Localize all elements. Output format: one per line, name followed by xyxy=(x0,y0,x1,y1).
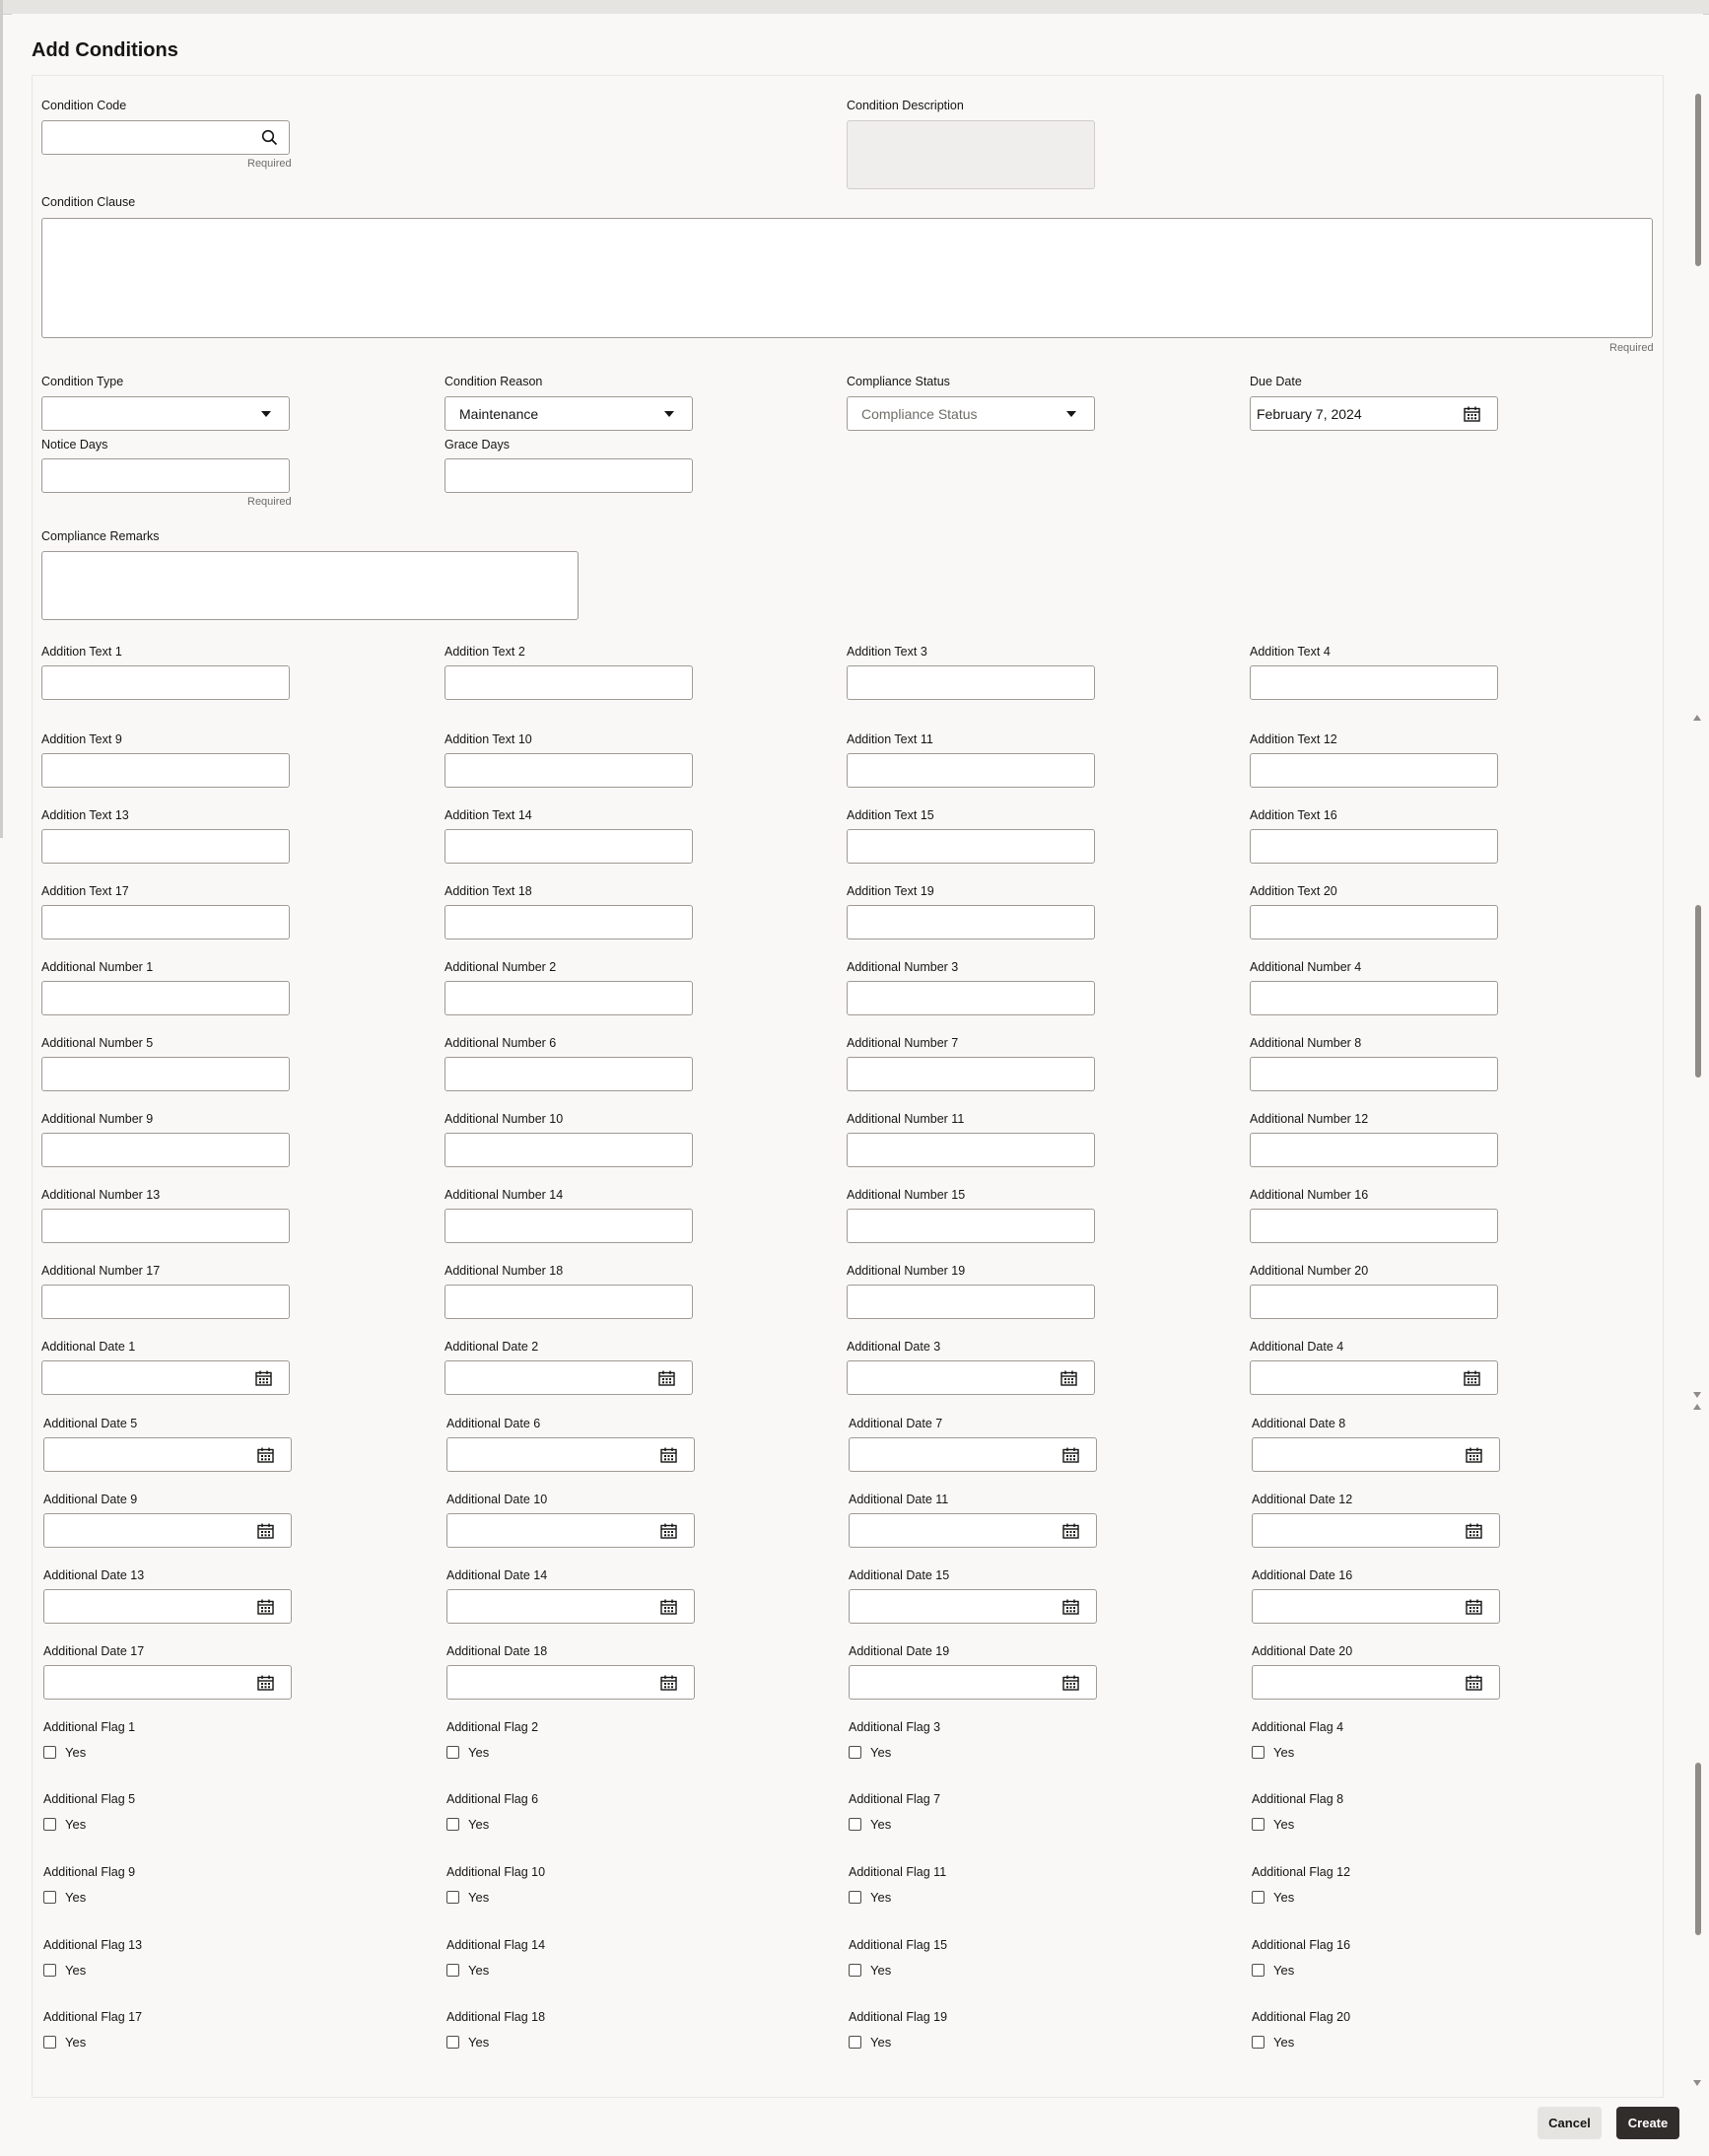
create-button[interactable]: Create xyxy=(1616,2107,1679,2139)
additional-flag-label: Additional Flag 9 xyxy=(43,1865,136,1879)
addition-text-input[interactable] xyxy=(444,753,693,788)
flag-checkbox[interactable] xyxy=(43,2036,56,2049)
additional-date-label: Additional Date 5 xyxy=(43,1417,138,1430)
chevron-down-icon xyxy=(664,411,674,417)
addition-text-label: Addition Text 2 xyxy=(444,645,525,659)
additional-date-label: Additional Date 17 xyxy=(43,1644,145,1658)
flag-option-label: Yes xyxy=(870,2035,892,2050)
additional-date-label: Additional Date 7 xyxy=(849,1417,943,1430)
due-date-label: Due Date xyxy=(1250,375,1302,388)
calendar-icon[interactable] xyxy=(257,1447,274,1463)
calendar-icon[interactable] xyxy=(257,1599,274,1615)
additional-date-label: Additional Date 6 xyxy=(446,1417,541,1430)
scroll-up-arrow[interactable] xyxy=(1693,715,1701,721)
additional-number-input[interactable] xyxy=(847,1057,1095,1091)
grace-days-input[interactable] xyxy=(444,458,693,493)
additional-date-input[interactable] xyxy=(849,1665,1097,1700)
additional-number-label: Additional Number 11 xyxy=(847,1112,965,1126)
additional-number-input[interactable] xyxy=(1250,1057,1498,1091)
flag-option-label: Yes xyxy=(870,1890,892,1905)
flag-option-label: Yes xyxy=(468,2035,490,2050)
calendar-icon[interactable] xyxy=(1466,1447,1482,1463)
additional-flag-label: Additional Flag 10 xyxy=(446,1865,546,1879)
additional-flag-label: Additional Flag 7 xyxy=(849,1792,941,1806)
flag-option-label: Yes xyxy=(468,1963,490,1978)
flag-option-label: Yes xyxy=(1273,1745,1295,1760)
addition-text-input[interactable] xyxy=(1250,665,1498,700)
addition-text-label: Addition Text 15 xyxy=(847,808,934,822)
additional-flag-label: Additional Flag 17 xyxy=(43,2010,143,2024)
due-date-input[interactable] xyxy=(1250,396,1498,431)
additional-flag-label: Additional Flag 5 xyxy=(43,1792,136,1806)
additional-date-input[interactable] xyxy=(446,1513,695,1548)
additional-flag-label: Additional Flag 11 xyxy=(849,1865,947,1879)
background-edge xyxy=(0,0,3,838)
addition-text-input[interactable] xyxy=(444,829,693,864)
notice-days-input[interactable] xyxy=(41,458,290,493)
additional-flag-label: Additional Flag 2 xyxy=(446,1720,539,1734)
grace-days-label: Grace Days xyxy=(444,438,510,452)
additional-number-label: Additional Number 10 xyxy=(444,1112,564,1126)
condition-clause-textarea[interactable] xyxy=(41,218,1653,338)
additional-number-input[interactable] xyxy=(1250,1285,1498,1319)
additional-date-input[interactable] xyxy=(1252,1437,1500,1472)
additional-date-label: Additional Date 8 xyxy=(1252,1417,1346,1430)
additional-number-input[interactable] xyxy=(847,1133,1095,1167)
additional-number-input[interactable] xyxy=(1250,1133,1498,1167)
addition-text-label: Addition Text 19 xyxy=(847,884,934,898)
additional-date-input[interactable] xyxy=(444,1360,693,1395)
flag-option-label: Yes xyxy=(468,1890,490,1905)
flag-checkbox[interactable] xyxy=(849,2036,861,2049)
additional-date-input[interactable] xyxy=(849,1513,1097,1548)
additional-number-input[interactable] xyxy=(847,981,1095,1015)
additional-date-input[interactable] xyxy=(41,1360,290,1395)
additional-flag-label: Additional Flag 6 xyxy=(446,1792,539,1806)
flag-option-label: Yes xyxy=(870,1963,892,1978)
additional-flag-label: Additional Flag 8 xyxy=(1252,1792,1344,1806)
additional-date-input[interactable] xyxy=(446,1589,695,1624)
addition-text-input[interactable] xyxy=(847,905,1095,939)
additional-number-label: Additional Number 13 xyxy=(41,1188,161,1202)
additional-number-input[interactable] xyxy=(444,1057,693,1091)
condition-type-label: Condition Type xyxy=(41,375,124,388)
additional-date-input[interactable] xyxy=(849,1437,1097,1472)
addition-text-label: Addition Text 9 xyxy=(41,732,122,746)
addition-text-input[interactable] xyxy=(1250,905,1498,939)
flag-checkbox[interactable] xyxy=(849,1964,861,1977)
additional-date-label: Additional Date 15 xyxy=(849,1568,950,1582)
chevron-down-icon xyxy=(1066,411,1076,417)
additional-number-label: Additional Number 16 xyxy=(1250,1188,1369,1202)
flag-option-label: Yes xyxy=(468,1745,490,1760)
additional-date-input[interactable] xyxy=(847,1360,1095,1395)
calendar-icon[interactable] xyxy=(658,1370,675,1386)
additional-number-label: Additional Number 15 xyxy=(847,1188,966,1202)
flag-option-label: Yes xyxy=(1273,1890,1295,1905)
addition-text-label: Addition Text 20 xyxy=(1250,884,1337,898)
flag-checkbox[interactable] xyxy=(849,1746,861,1759)
additional-date-input[interactable] xyxy=(43,1665,292,1700)
flag-checkbox[interactable] xyxy=(43,1964,56,1977)
flag-checkbox[interactable] xyxy=(446,1746,459,1759)
condition-reason-label: Condition Reason xyxy=(444,375,543,388)
additional-number-label: Additional Number 2 xyxy=(444,960,557,974)
calendar-icon[interactable] xyxy=(660,1523,677,1539)
scroll-down-arrow[interactable] xyxy=(1693,2080,1701,2086)
additional-date-label: Additional Date 2 xyxy=(444,1340,539,1354)
condition-reason-value: Maintenance xyxy=(459,406,539,422)
addition-text-label: Addition Text 10 xyxy=(444,732,532,746)
window-top-strip xyxy=(0,0,1709,15)
additional-number-input[interactable] xyxy=(41,1057,290,1091)
additional-date-label: Additional Date 18 xyxy=(446,1644,548,1658)
scrollbar-thumb[interactable] xyxy=(1695,94,1701,266)
due-date-value: February 7, 2024 xyxy=(1257,406,1362,422)
addition-text-label: Addition Text 17 xyxy=(41,884,129,898)
flag-checkbox[interactable] xyxy=(1252,1891,1265,1904)
additional-date-input[interactable] xyxy=(43,1513,292,1548)
flag-checkbox[interactable] xyxy=(446,1964,459,1977)
additional-date-input[interactable] xyxy=(1252,1589,1500,1624)
additional-date-input[interactable] xyxy=(43,1589,292,1624)
search-icon[interactable] xyxy=(261,129,278,146)
additional-number-input[interactable] xyxy=(41,1133,290,1167)
additional-number-input[interactable] xyxy=(41,1209,290,1243)
addition-text-label: Addition Text 3 xyxy=(847,645,927,659)
dialog-title: Add Conditions xyxy=(32,39,178,61)
addition-text-input[interactable] xyxy=(444,905,693,939)
additional-number-input[interactable] xyxy=(1250,981,1498,1015)
additional-number-label: Additional Number 9 xyxy=(41,1112,154,1126)
chevron-down-icon xyxy=(261,411,271,417)
additional-number-input[interactable] xyxy=(41,981,290,1015)
flag-checkbox[interactable] xyxy=(1252,2036,1265,2049)
addition-text-label: Addition Text 16 xyxy=(1250,808,1337,822)
flag-checkbox[interactable] xyxy=(43,1818,56,1831)
flag-option-label: Yes xyxy=(65,1745,87,1760)
addition-text-input[interactable] xyxy=(41,905,290,939)
addition-text-label: Addition Text 11 xyxy=(847,732,933,746)
flag-checkbox[interactable] xyxy=(43,1746,56,1759)
calendar-icon[interactable] xyxy=(1062,1523,1079,1539)
required-hint: Required xyxy=(1609,342,1654,354)
addition-text-input[interactable] xyxy=(41,665,290,700)
additional-flag-label: Additional Flag 18 xyxy=(446,2010,546,2024)
addition-text-label: Addition Text 1 xyxy=(41,645,122,659)
calendar-icon[interactable] xyxy=(1464,1370,1480,1386)
additional-number-input[interactable] xyxy=(444,1133,693,1167)
additional-number-input[interactable] xyxy=(847,1209,1095,1243)
additional-date-label: Additional Date 4 xyxy=(1250,1340,1344,1354)
calendar-icon[interactable] xyxy=(660,1599,677,1615)
additional-number-input[interactable] xyxy=(444,1209,693,1243)
flag-option-label: Yes xyxy=(1273,1963,1295,1978)
compliance-remarks-textarea[interactable] xyxy=(41,551,579,620)
calendar-icon[interactable] xyxy=(660,1447,677,1463)
additional-date-label: Additional Date 13 xyxy=(43,1568,145,1582)
addition-text-input[interactable] xyxy=(444,665,693,700)
additional-number-label: Additional Number 17 xyxy=(41,1264,161,1278)
additional-number-input[interactable] xyxy=(847,1285,1095,1319)
additional-number-label: Additional Number 7 xyxy=(847,1036,959,1050)
flag-checkbox[interactable] xyxy=(446,1818,459,1831)
flag-option-label: Yes xyxy=(870,1817,892,1832)
additional-number-label: Additional Number 1 xyxy=(41,960,154,974)
addition-text-input[interactable] xyxy=(41,829,290,864)
additional-number-input[interactable] xyxy=(444,981,693,1015)
flag-checkbox[interactable] xyxy=(446,1891,459,1904)
flag-checkbox[interactable] xyxy=(1252,1818,1265,1831)
flag-option-label: Yes xyxy=(870,1745,892,1760)
additional-number-input[interactable] xyxy=(1250,1209,1498,1243)
additional-date-input[interactable] xyxy=(1252,1513,1500,1548)
required-hint: Required xyxy=(247,496,292,508)
scrollbar-thumb[interactable] xyxy=(1695,905,1701,1078)
calendar-icon[interactable] xyxy=(1062,1447,1079,1463)
additional-date-input[interactable] xyxy=(43,1437,292,1472)
flag-checkbox[interactable] xyxy=(446,2036,459,2049)
addition-text-label: Addition Text 12 xyxy=(1250,732,1337,746)
additional-date-input[interactable] xyxy=(849,1589,1097,1624)
condition-code-label: Condition Code xyxy=(41,99,127,112)
flag-option-label: Yes xyxy=(1273,2035,1295,2050)
additional-number-label: Additional Number 19 xyxy=(847,1264,966,1278)
notice-days-label: Notice Days xyxy=(41,438,108,452)
condition-clause-label: Condition Clause xyxy=(41,195,136,209)
flag-option-label: Yes xyxy=(65,1963,87,1978)
additional-date-label: Additional Date 9 xyxy=(43,1493,138,1506)
calendar-icon[interactable] xyxy=(1466,1523,1482,1539)
additional-date-input[interactable] xyxy=(446,1665,695,1700)
additional-number-input[interactable] xyxy=(444,1285,693,1319)
flag-checkbox[interactable] xyxy=(43,1891,56,1904)
scroll-up-arrow[interactable] xyxy=(1693,1404,1701,1410)
flag-checkbox[interactable] xyxy=(1252,1746,1265,1759)
compliance-status-select[interactable] xyxy=(847,396,1095,431)
calendar-icon[interactable] xyxy=(1466,1599,1482,1615)
flag-option-label: Yes xyxy=(65,1817,87,1832)
additional-flag-label: Additional Flag 1 xyxy=(43,1720,136,1734)
additional-flag-label: Additional Flag 15 xyxy=(849,1938,948,1952)
additional-flag-label: Additional Flag 19 xyxy=(849,2010,948,2024)
additional-number-label: Additional Number 5 xyxy=(41,1036,154,1050)
additional-number-label: Additional Number 12 xyxy=(1250,1112,1369,1126)
additional-number-label: Additional Number 14 xyxy=(444,1188,564,1202)
addition-text-label: Addition Text 4 xyxy=(1250,645,1331,659)
flag-option-label: Yes xyxy=(1273,1817,1295,1832)
additional-flag-label: Additional Flag 3 xyxy=(849,1720,941,1734)
additional-date-label: Additional Date 14 xyxy=(446,1568,548,1582)
additional-date-label: Additional Date 12 xyxy=(1252,1493,1353,1506)
additional-number-label: Additional Number 8 xyxy=(1250,1036,1362,1050)
calendar-icon[interactable] xyxy=(1062,1599,1079,1615)
addition-text-label: Addition Text 14 xyxy=(444,808,532,822)
additional-number-label: Additional Number 4 xyxy=(1250,960,1362,974)
scrollbar-thumb[interactable] xyxy=(1695,1763,1701,1935)
condition-reason-select[interactable] xyxy=(444,396,693,431)
condition-description-label: Condition Description xyxy=(847,99,964,112)
addition-text-input[interactable] xyxy=(1250,753,1498,788)
calendar-icon[interactable] xyxy=(1466,1675,1482,1691)
additional-number-label: Additional Number 6 xyxy=(444,1036,557,1050)
additional-number-label: Additional Number 18 xyxy=(444,1264,564,1278)
flag-checkbox[interactable] xyxy=(849,1818,861,1831)
calendar-icon[interactable] xyxy=(257,1675,274,1691)
additional-date-label: Additional Date 10 xyxy=(446,1493,548,1506)
addition-text-input[interactable] xyxy=(847,665,1095,700)
calendar-icon[interactable] xyxy=(660,1675,677,1691)
additional-flag-label: Additional Flag 20 xyxy=(1252,2010,1351,2024)
additional-date-label: Additional Date 19 xyxy=(849,1644,950,1658)
compliance-status-placeholder: Compliance Status xyxy=(861,406,978,422)
cancel-button[interactable]: Cancel xyxy=(1538,2107,1602,2139)
additional-date-label: Additional Date 3 xyxy=(847,1340,941,1354)
compliance-status-label: Compliance Status xyxy=(847,375,950,388)
flag-checkbox[interactable] xyxy=(1252,1964,1265,1977)
addition-text-input[interactable] xyxy=(1250,829,1498,864)
additional-number-input[interactable] xyxy=(41,1285,290,1319)
additional-number-label: Additional Number 3 xyxy=(847,960,959,974)
condition-type-select[interactable] xyxy=(41,396,290,431)
addition-text-input[interactable] xyxy=(847,829,1095,864)
condition-description-field xyxy=(847,120,1095,189)
additional-date-label: Additional Date 11 xyxy=(849,1493,949,1506)
additional-date-label: Additional Date 20 xyxy=(1252,1644,1353,1658)
flag-option-label: Yes xyxy=(468,1817,490,1832)
calendar-icon[interactable] xyxy=(255,1370,272,1386)
additional-number-label: Additional Number 20 xyxy=(1250,1264,1369,1278)
additional-date-input[interactable] xyxy=(446,1437,695,1472)
addition-text-label: Addition Text 18 xyxy=(444,884,532,898)
additional-date-input[interactable] xyxy=(1252,1665,1500,1700)
addition-text-label: Addition Text 13 xyxy=(41,808,129,822)
calendar-icon[interactable] xyxy=(1060,1370,1077,1386)
calendar-icon[interactable] xyxy=(1062,1675,1079,1691)
flag-option-label: Yes xyxy=(65,1890,87,1905)
addition-text-input[interactable] xyxy=(847,753,1095,788)
additional-date-label: Additional Date 16 xyxy=(1252,1568,1353,1582)
condition-code-input[interactable] xyxy=(41,120,290,155)
calendar-icon[interactable] xyxy=(257,1523,274,1539)
additional-flag-label: Additional Flag 13 xyxy=(43,1938,143,1952)
compliance-remarks-label: Compliance Remarks xyxy=(41,529,160,543)
additional-flag-label: Additional Flag 14 xyxy=(446,1938,546,1952)
additional-date-input[interactable] xyxy=(1250,1360,1498,1395)
calendar-icon[interactable] xyxy=(1464,406,1480,422)
addition-text-input[interactable] xyxy=(41,753,290,788)
additional-date-label: Additional Date 1 xyxy=(41,1340,136,1354)
additional-flag-label: Additional Flag 12 xyxy=(1252,1865,1351,1879)
additional-flag-label: Additional Flag 4 xyxy=(1252,1720,1344,1734)
flag-option-label: Yes xyxy=(65,2035,87,2050)
scroll-down-arrow[interactable] xyxy=(1693,1392,1701,1398)
required-hint: Required xyxy=(247,158,292,170)
additional-flag-label: Additional Flag 16 xyxy=(1252,1938,1351,1952)
flag-checkbox[interactable] xyxy=(849,1891,861,1904)
